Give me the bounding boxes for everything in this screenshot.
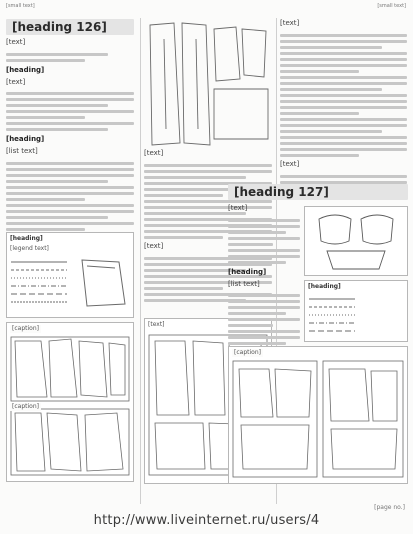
middle-text-2: [text] [144,241,164,250]
page-header-left [6,3,196,13]
garment-illustration [304,206,408,276]
layout-diagram-right [228,346,408,484]
page-header-right [206,3,406,13]
layout-caption-2: [caption] [12,403,39,410]
section-127-pieces-heading: [heading] [228,267,267,276]
left-column [6,19,134,252]
pattern-pieces-top [144,19,272,149]
pieces-heading: [heading] [6,135,45,144]
section-127 [228,184,408,200]
right-text-2: [text] [280,159,300,168]
middle-text-1: [text] [144,149,164,157]
size-line-key [7,254,133,312]
layout-key-legend: [legend text] [10,245,49,253]
section-127-layout-heading: [heading] [308,283,341,290]
section-126-intro: [text] [6,38,26,46]
size-line-key-right [305,293,407,337]
materials-heading: [heading] [6,65,45,74]
size-key-box-right [304,280,408,342]
section-126-title-bar [6,19,134,35]
section-127-pieces: [list text] [228,279,260,288]
layout-key-title: [heading] [10,235,43,242]
materials-text: [text] [6,77,26,86]
footer-url[interactable]: http://www.liveinternet.ru/users/4 [93,512,320,528]
layout-key-box [6,232,134,318]
pattern-layout-svg-left [7,323,133,481]
layout-caption-1: [caption] [12,325,39,332]
right-text-1: [text] [280,19,300,27]
section-127-layout-caption: [caption] [234,349,261,356]
page-folio: [page no.] [374,503,405,511]
garment-sketch [305,207,407,275]
right-column [280,19,407,193]
section-126-title: [heading 126] [12,19,107,34]
pattern-layout-svg-right [229,347,407,483]
header-right-text: [small text] [377,3,406,9]
middle-text-3: [text] [148,321,165,328]
section-127-title: [heading 127] [234,184,329,199]
section-127-text [228,204,300,348]
header-left-text: [small text] [6,3,35,9]
column-divider-1 [140,18,141,504]
pieces-text: [list text] [6,147,38,156]
section-127-title-bar [228,184,408,200]
section-127-materials: [text] [228,204,248,212]
layout-diagram-left [6,322,134,482]
